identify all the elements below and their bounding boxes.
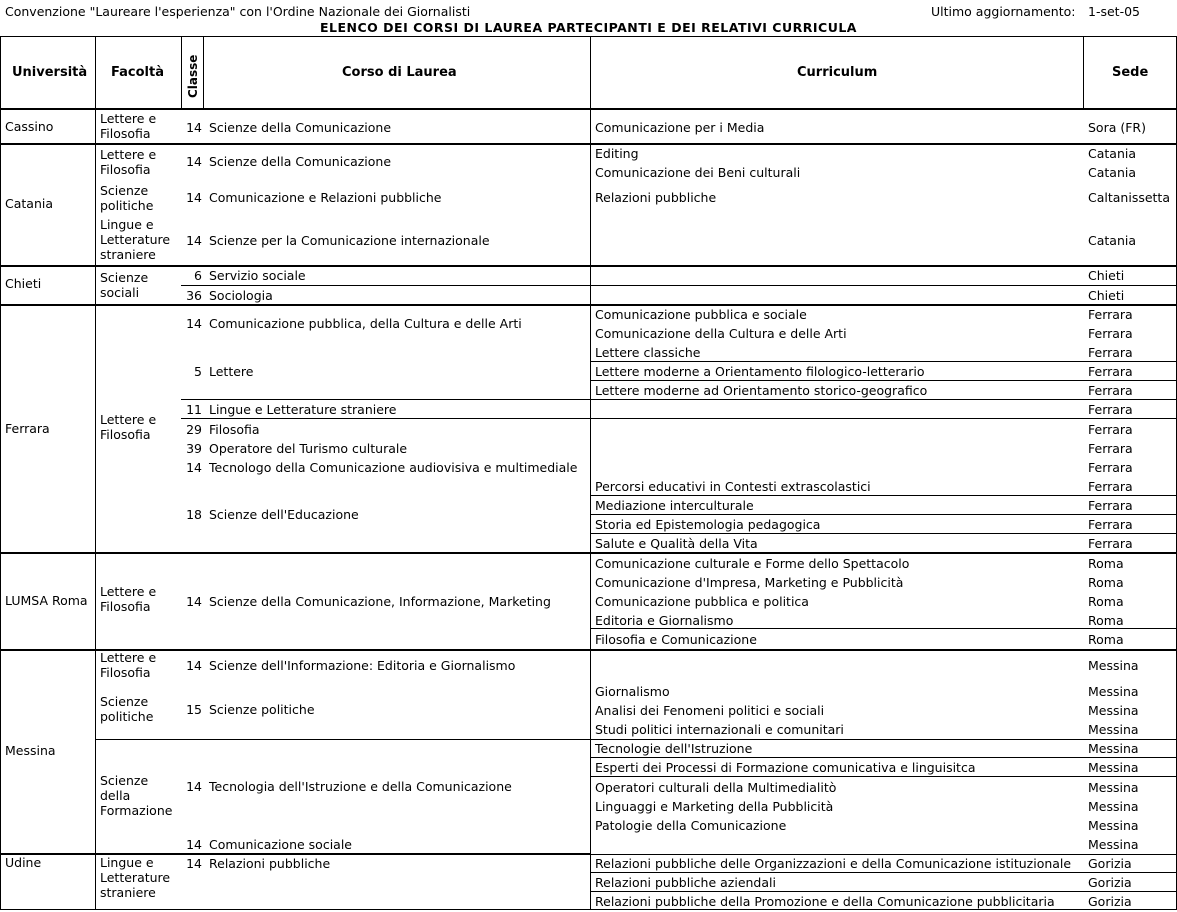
- course-name-cell: Operatore del Turismo culturale: [209, 441, 408, 456]
- sede-cell: Ferrara: [1088, 536, 1133, 551]
- university-cell: Udine: [5, 855, 42, 870]
- curriculum-cell: Comunicazione pubblica e politica: [595, 594, 809, 609]
- course-name-cell: Scienze politiche: [209, 702, 315, 717]
- course-name-cell: Tecnologia dell'Istruzione e della Comunicazione: [209, 779, 512, 794]
- sede-cell: Messina: [1088, 780, 1139, 795]
- h-rule: [181, 285, 1176, 286]
- sede-cell: Ferrara: [1088, 479, 1133, 494]
- classe-cell: 14: [186, 120, 202, 135]
- course-name-cell: Comunicazione pubblica, della Cultura e delle Arti: [209, 316, 522, 331]
- sede-cell: Messina: [1088, 684, 1139, 699]
- curriculum-cell: Salute e Qualità della Vita: [595, 536, 758, 551]
- curriculum-cell: Relazioni pubbliche: [595, 190, 717, 205]
- h-rule: [181, 399, 1176, 400]
- classe-cell: 39: [186, 441, 202, 456]
- header-corso: Corso di Laurea: [342, 65, 457, 80]
- classe-cell: 14: [186, 460, 202, 475]
- sede-cell: Ferrara: [1088, 441, 1133, 456]
- curriculum-cell: Editing: [595, 146, 639, 161]
- h-rule: [590, 891, 1176, 892]
- sede-cell: Messina: [1088, 658, 1139, 673]
- curriculum-cell: Linguaggi e Marketing della Pubblicità: [595, 799, 834, 814]
- classe-cell: 15: [186, 702, 202, 717]
- faculty-cell: Lettere e Filosofia: [100, 147, 157, 177]
- sede-cell: Gorizia: [1088, 894, 1132, 909]
- curriculum-cell: Lettere classiche: [595, 345, 701, 360]
- course-name-cell: Filosofia: [209, 422, 260, 437]
- faculty-cell: Scienze politiche: [100, 183, 154, 213]
- sede-cell: Gorizia: [1088, 875, 1132, 890]
- course-name-cell: Scienze dell'Informazione: Editoria e Giornalismo: [209, 658, 516, 673]
- header-classe: Classe: [186, 54, 200, 98]
- header-curriculum: Curriculum: [797, 65, 878, 80]
- update-date: 1-set-05: [1088, 4, 1140, 19]
- sede-cell: Ferrara: [1088, 402, 1133, 417]
- sede-cell: Caltanissetta: [1088, 190, 1170, 205]
- classe-cell: 14: [186, 779, 202, 794]
- h-rule: [590, 776, 1176, 777]
- curriculum-cell: Relazioni pubbliche aziendali: [595, 875, 776, 890]
- classe-cell: 36: [186, 288, 202, 303]
- v-rule: [181, 36, 182, 108]
- curriculum-cell: Comunicazione culturale e Forme dello Spettacolo: [595, 556, 910, 571]
- h-rule: [0, 143, 1176, 145]
- sede-cell: Ferrara: [1088, 345, 1133, 360]
- curriculum-cell: Comunicazione d'Impresa, Marketing e Pubblicità: [595, 575, 904, 590]
- sede-cell: Ferrara: [1088, 307, 1133, 322]
- v-rule: [95, 36, 96, 910]
- sede-cell: Messina: [1088, 741, 1139, 756]
- curriculum-cell: Lettere moderne a Orientamento filologico-letterario: [595, 364, 925, 379]
- h-rule: [590, 361, 1176, 362]
- curriculum-cell: Comunicazione dei Beni culturali: [595, 165, 801, 180]
- curriculum-cell: Comunicazione pubblica e sociale: [595, 307, 807, 322]
- h-rule: [95, 739, 1176, 740]
- sede-cell: Chieti: [1088, 268, 1125, 283]
- sede-cell: Ferrara: [1088, 326, 1133, 341]
- curriculum-cell: Patologie della Comunicazione: [595, 818, 787, 833]
- university-cell: Catania: [5, 196, 54, 211]
- course-name-cell: Comunicazione sociale: [209, 837, 352, 852]
- sede-cell: Ferrara: [1088, 517, 1133, 532]
- faculty-cell: Scienze politiche: [100, 694, 154, 724]
- h-rule: [0, 649, 1176, 651]
- faculty-cell: Lingue e Letterature straniere: [100, 855, 171, 900]
- h-rule: [590, 872, 1176, 873]
- curriculum-cell: Comunicazione della Cultura e delle Arti: [595, 326, 847, 341]
- header-facolta: Facoltà: [111, 65, 164, 80]
- course-name-cell: Servizio sociale: [209, 268, 306, 283]
- curriculum-cell: Editoria e Giornalismo: [595, 613, 734, 628]
- h-rule: [590, 628, 1176, 629]
- h-rule: [590, 757, 1176, 758]
- classe-cell: 11: [186, 402, 202, 417]
- curriculum-cell: Percorsi educativi in Contesti extrascolastici: [595, 479, 871, 494]
- curriculum-cell: Giornalismo: [595, 684, 670, 699]
- sede-cell: Ferrara: [1088, 364, 1133, 379]
- sede-cell: Ferrara: [1088, 422, 1133, 437]
- curriculum-cell: Esperti dei Processi di Formazione comunicativa e linguisitca: [595, 760, 976, 775]
- classe-cell: 14: [186, 190, 202, 205]
- faculty-cell: Lingue e Letterature straniere: [100, 217, 171, 262]
- h-rule: [0, 552, 1176, 554]
- classe-cell: 14: [186, 594, 202, 609]
- v-rule: [590, 36, 591, 910]
- faculty-cell: Scienze sociali: [100, 270, 149, 300]
- university-cell: LUMSA Roma: [5, 593, 88, 608]
- course-name-cell: Lettere: [209, 364, 254, 379]
- university-cell: Ferrara: [5, 421, 50, 436]
- classe-cell: 14: [186, 316, 202, 331]
- classe-cell: 18: [186, 507, 202, 522]
- sede-cell: Gorizia: [1088, 856, 1132, 871]
- v-rule: [0, 36, 1, 910]
- curriculum-cell: Relazioni pubbliche della Promozione e della Comunicazione pubblicitaria: [595, 894, 1055, 909]
- sede-cell: Catania: [1088, 165, 1137, 180]
- sede-cell: Messina: [1088, 703, 1139, 718]
- sede-cell: Messina: [1088, 837, 1139, 852]
- faculty-cell: Scienze della Formazione: [100, 773, 173, 818]
- sede-cell: Messina: [1088, 722, 1139, 737]
- course-name-cell: Lingue e Letterature straniere: [209, 402, 397, 417]
- faculty-cell: Lettere e Filosofia: [100, 584, 157, 614]
- course-name-cell: Relazioni pubbliche: [209, 856, 331, 871]
- h-rule: [590, 533, 1176, 534]
- faculty-cell: Lettere e Filosofia: [100, 111, 157, 141]
- classe-cell: 14: [186, 856, 202, 871]
- h-rule: [0, 854, 1176, 855]
- h-rule: [590, 495, 1176, 496]
- convention-note: Convenzione "Laureare l'esperienza" con l'Ordine Nazionale dei Giornalisti: [5, 4, 471, 19]
- h-rule: [590, 514, 1176, 515]
- sede-cell: Roma: [1088, 613, 1124, 628]
- sede-cell: Roma: [1088, 594, 1124, 609]
- classe-cell: 14: [186, 233, 202, 248]
- course-name-cell: Scienze per la Comunicazione internazionale: [209, 233, 490, 248]
- classe-cell: 5: [194, 364, 202, 379]
- course-name-cell: Tecnologo della Comunicazione audiovisiva e multimediale: [209, 460, 578, 475]
- faculty-cell: Lettere e Filosofia: [100, 650, 157, 680]
- sede-cell: Roma: [1088, 632, 1124, 647]
- sede-cell: Ferrara: [1088, 460, 1133, 475]
- h-rule: [0, 108, 1176, 110]
- curriculum-cell: Mediazione interculturale: [595, 498, 754, 513]
- curriculum-cell: Relazioni pubbliche delle Organizzazioni e della Comunicazione istituzionale: [595, 856, 1072, 871]
- header-sede: Sede: [1112, 65, 1149, 80]
- curriculum-cell: Filosofia e Comunicazione: [595, 632, 757, 647]
- classe-cell: 14: [186, 154, 202, 169]
- classe-cell: 14: [186, 837, 202, 852]
- classe-cell: 6: [194, 268, 202, 283]
- header-universita: Università: [12, 65, 88, 80]
- sede-cell: Roma: [1088, 575, 1124, 590]
- page-title: ELENCO DEI CORSI DI LAUREA PARTECIPANTI E DEI RELATIVI CURRICULA: [320, 20, 857, 35]
- sede-cell: Roma: [1088, 556, 1124, 571]
- faculty-cell: Lettere e Filosofia: [100, 412, 157, 442]
- h-rule: [590, 380, 1176, 381]
- v-rule: [1083, 36, 1084, 110]
- sede-cell: Ferrara: [1088, 383, 1133, 398]
- curriculum-cell: Operatori culturali della Multimedialitò: [595, 780, 837, 795]
- course-name-cell: Scienze dell'Educazione: [209, 507, 359, 522]
- curriculum-cell: Lettere moderne ad Orientamento storico-geografico: [595, 383, 928, 398]
- sede-cell: Messina: [1088, 760, 1139, 775]
- university-cell: Cassino: [5, 119, 54, 134]
- classe-cell: 14: [186, 658, 202, 673]
- sede-cell: Ferrara: [1088, 498, 1133, 513]
- h-rule: [181, 418, 1176, 419]
- sede-cell: Catania: [1088, 146, 1137, 161]
- curriculum-cell: Analisi dei Fenomeni politici e sociali: [595, 703, 825, 718]
- curriculum-cell: Comunicazione per i Media: [595, 120, 765, 135]
- course-name-cell: Scienze della Comunicazione, Informazione, Marketing: [209, 594, 551, 609]
- h-rule: [0, 909, 1176, 910]
- h-rule: [0, 304, 1176, 306]
- v-rule: [203, 36, 204, 108]
- course-name-cell: Comunicazione e Relazioni pubbliche: [209, 190, 442, 205]
- curriculum-cell: Studi politici internazionali e comunitari: [595, 722, 844, 737]
- h-rule: [0, 265, 1176, 267]
- sede-cell: Messina: [1088, 818, 1139, 833]
- university-cell: Messina: [5, 743, 56, 758]
- university-cell: Chieti: [5, 276, 42, 291]
- sede-cell: Sora (FR): [1088, 120, 1146, 135]
- update-label: Ultimo aggiornamento:: [931, 4, 1076, 19]
- curriculum-cell: Storia ed Epistemologia pedagogica: [595, 517, 821, 532]
- sede-cell: Messina: [1088, 799, 1139, 814]
- sede-cell: Catania: [1088, 233, 1137, 248]
- sede-cell: Chieti: [1088, 288, 1125, 303]
- h-rule: [0, 36, 1176, 37]
- course-name-cell: Scienze della Comunicazione: [209, 120, 392, 135]
- curriculum-cell: Tecnologie dell'Istruzione: [595, 741, 753, 756]
- course-name-cell: Scienze della Comunicazione: [209, 154, 392, 169]
- classe-cell: 29: [186, 422, 202, 437]
- course-name-cell: Sociologia: [209, 288, 273, 303]
